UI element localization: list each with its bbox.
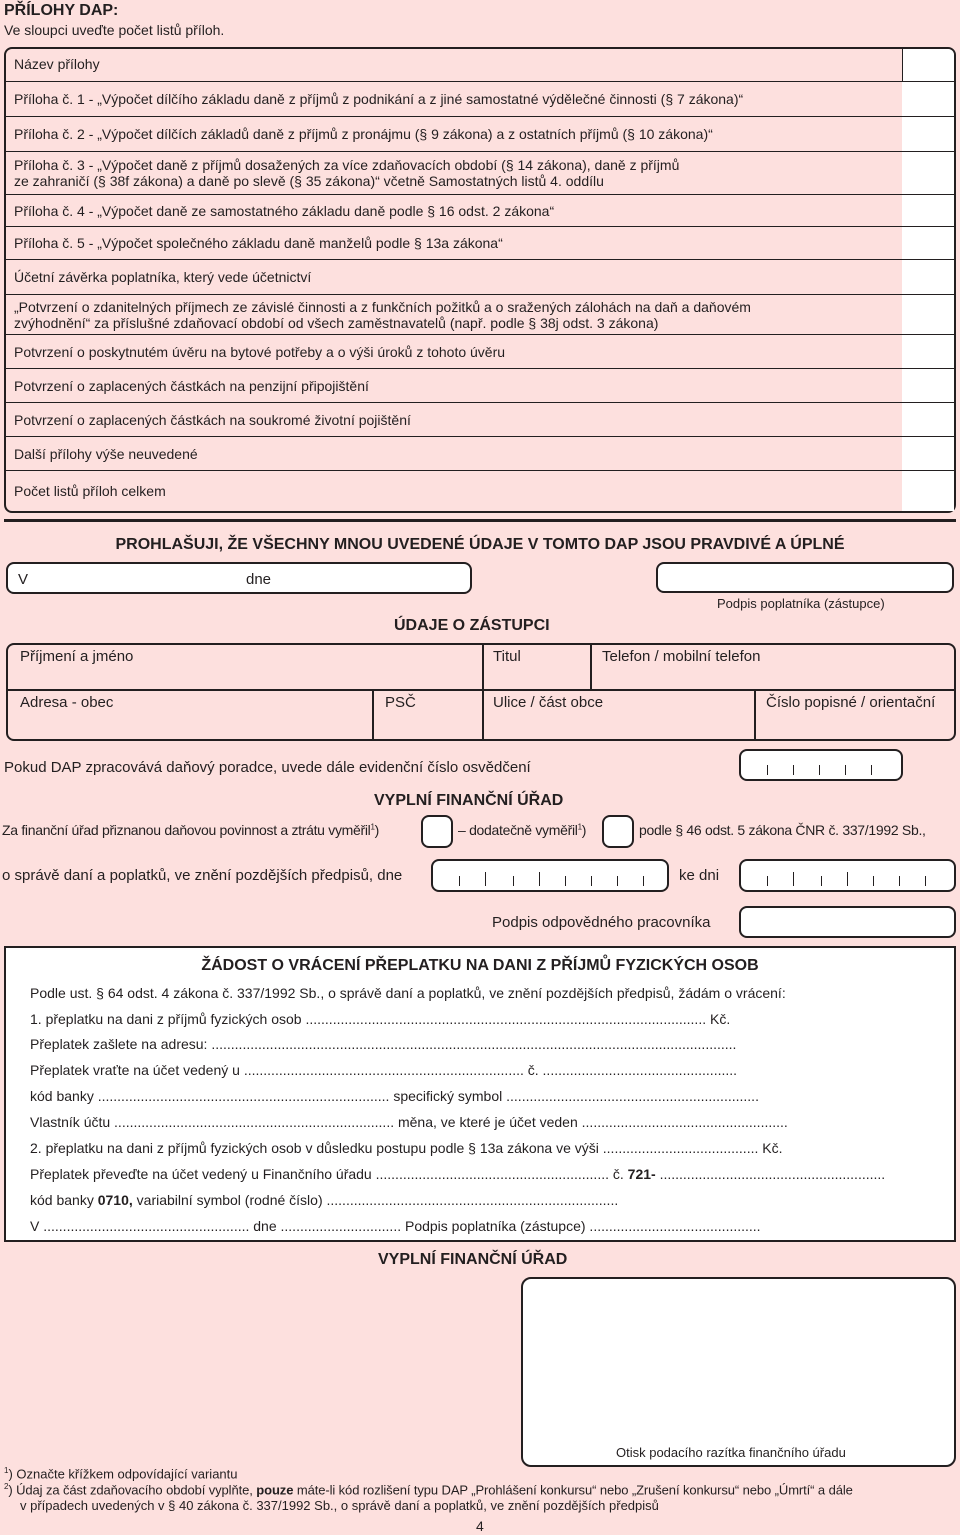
attachment-count-input[interactable] (902, 294, 954, 334)
refund-line[interactable]: 1. přeplatku na dani z příjmů fyzických osob ....................................................................................................... Kč. (30, 1011, 731, 1027)
representative-title: ÚDAJE O ZÁSTUPCI (394, 617, 550, 634)
additional-checkbox[interactable] (602, 815, 634, 848)
advisor-text: Pokud DAP zpracovává daňový poradce, uvede dále evidenční číslo osvědčení (4, 759, 531, 776)
attachment-total-input[interactable] (902, 470, 954, 511)
zip-label: PSČ (385, 694, 416, 711)
footnote-1: $^1$) Označte křížkem odpovídající variantu (4, 1466, 238, 1482)
admin-text: o správě daní a poplatků, ve znění pozdějších předpisů, dne (2, 867, 403, 884)
section-title: PŘÍLOHY DAP: (4, 2, 119, 19)
refund-line[interactable]: Přeplatek zašlete na adresu: ....................................................................................................................................... (30, 1036, 737, 1052)
attachment-count-input[interactable] (902, 81, 954, 116)
footnote-2-cont: v případech uvedených v § 40 zákona č. 337/1992 Sb., o správě daní a poplatků, ve znění pozdějších předpisů (20, 1498, 659, 1513)
surname-label: Příjmení a jméno (20, 648, 134, 665)
address-label: Adresa - obec (20, 694, 114, 711)
attachment-row-total: Počet listů příloh celkem (14, 483, 166, 499)
refund-title: ŽÁDOST O VRÁCENÍ PŘEPLATKU NA DANI Z PŘÍJMŮ FYZICKÝCH OSOB (201, 957, 759, 974)
refund-line[interactable]: kód banky 0710, variabilní symbol (rodné číslo) ........................................................................... (30, 1192, 619, 1208)
street-label: Ulice / část obce (493, 694, 604, 711)
refund-line[interactable]: 2. přeplatku na dani z příjmů fyzických osob v důsledku postupu podle § 13a zákona ve výši ........................................ Kč. (30, 1140, 783, 1156)
attachments-name-header: Název přílohy (14, 56, 100, 72)
attachment-row: Potvrzení o poskytnutém úvěru na bytové potřeby a o výši úroků z tohoto úvěru (14, 343, 506, 360)
place-date-field[interactable] (6, 562, 472, 594)
refund-line[interactable]: Přeplatek vraťte na účet vedený u ........................................................................ č. .................................................. (30, 1062, 738, 1078)
attachment-count-input[interactable] (902, 259, 954, 294)
attachment-row: Příloha č. 2 - „Výpočet dílčích základů daně z příjmů z pronájmu (§ 9 zákona) a z ostatních příjmů (§ 10 zákona)“ (14, 126, 713, 142)
refund-line[interactable]: Přeplatek převeďte na účet vedený u Finančního úřadu ............................................................ č. 721- .......................................................... (30, 1166, 886, 1182)
attachment-row: Potvrzení o zaplacených částkách na soukromé životní pojištění (14, 411, 411, 428)
attachment-count-input[interactable] (902, 436, 954, 470)
as-of-date-field[interactable] (739, 859, 956, 892)
attachment-row: Příloha č. 1 - „Výpočet dílčího základu daně z příjmů z podnikání a z jiné samostatné výdělečné činnosti (§ 7 zákona)“ (14, 91, 744, 107)
attachment-count-input[interactable] (902, 116, 954, 151)
refund-line[interactable]: V ..................................................... dne ............................... Podpis poplatníka (zástupce) ............................................ (30, 1218, 761, 1234)
assessment-date-field[interactable] (431, 859, 669, 892)
attachment-row: Příloha č. 5 - „Výpočet společného základu daně manželů podle § 13a zákona“ (14, 235, 503, 251)
declaration-title: PROHLAŠUJI, ŽE VŠECHNY MNOU UVEDENÉ ÚDAJE V TOMTO DAP JSOU PRAVDIVÉ A ÚPLNÉ (115, 536, 845, 553)
taxpayer-signature-field[interactable] (656, 562, 954, 593)
representative-table (6, 643, 956, 741)
footnote-2: $^2$) Údaj za část zdaňovacího období vyplňte, pouze máte-li kód rozlišení typu DAP „Prohlášení konkursu“ nebo „Zrušení konkursu“ nebo „Úmrtí“ a dále (4, 1482, 853, 1498)
attachment-row: Příloha č. 3 - „Výpočet daně z příjmů dosažených za více zdaňovacích období (§ 14 zákona), daně z příjmů ze zahraničí (§ 38f zákona) a daně po slevě (§ 35 zákona)“ včetně Samostatných listů 4. oddílu (14, 157, 680, 189)
tax-office-title: VYPLNÍ FINANČNÍ ÚŘAD (374, 792, 564, 809)
advisor-certificate-field[interactable] (739, 749, 903, 781)
attachment-count-input[interactable] (902, 402, 954, 436)
officer-signature-field[interactable] (739, 906, 956, 938)
attachment-count-input[interactable] (902, 194, 954, 226)
attachment-count-input[interactable] (902, 334, 954, 368)
law-text: podle § 46 odst. 5 zákona ČNR č. 337/1992 Sb., (639, 822, 926, 838)
refund-line[interactable]: kód banky ........................................................................... specifický symbol ................................................................. (30, 1088, 759, 1104)
refund-clip (930, 1000, 954, 1236)
attachment-count-input[interactable] (902, 151, 954, 194)
page-number: 4 (476, 1518, 484, 1534)
attachment-row: Účetní závěrka poplatníka, který vede účetnictví (14, 269, 312, 285)
attachment-count-input[interactable] (902, 226, 954, 259)
place-label: V (18, 571, 29, 588)
house-number-label: Číslo popisné / orientační (766, 694, 936, 711)
stamp-caption: Otisk podacího razítka finančního úřadu (616, 1445, 846, 1460)
stamp-title: VYPLNÍ FINANČNÍ ÚŘAD (378, 1251, 568, 1268)
section-subtitle: Ve sloupci uveďte počet listů příloh. (4, 22, 225, 38)
loss-checkbox[interactable] (421, 815, 453, 848)
attachment-row: „Potvrzení o zdanitelných příjmech ze závislé činnosti a z funkčních požitků a o sražených zálohách na daň a daňovém zvýhodnění“ za příslušné zdaňovací období od všech zaměstnavatelů (např. podle § 38j odst. 3 zákona) (14, 298, 751, 331)
signature-caption: Podpis poplatníka (zástupce) (717, 596, 885, 611)
as-of-label: ke dni (679, 867, 720, 884)
date-label: dne (246, 571, 272, 588)
attachment-row: Potvrzení o zaplacených částkách na penzijní připojištění (14, 377, 369, 394)
attachment-row: Příloha č. 4 - „Výpočet daně ze samostatného základu daně podle § 16 odst. 2 zákona“ (14, 202, 555, 219)
phone-label: Telefon / mobilní telefon (602, 648, 761, 665)
attachment-count-input[interactable] (902, 368, 954, 402)
refund-line[interactable]: Vlastník účtu ........................................................................ měna, ve které je účet veden ..................................................... (30, 1114, 788, 1130)
officer-signature-label: Podpis odpovědného pracovníka (492, 914, 711, 931)
attachment-row: Další přílohy výše neuvedené (14, 445, 198, 462)
loss-text: Za finanční úřad přiznanou daňovou povinnost a ztrátu vyměřil$^1$) (2, 822, 380, 838)
refund-intro: Podle ust. § 64 odst. 4 zákona č. 337/1992 Sb., o správě daní a poplatků, ve znění pozdějších předpisů, žádám o vrácení: (30, 985, 786, 1001)
stamp-area (521, 1277, 956, 1467)
title-label: Titul (493, 648, 521, 665)
additional-text: – dodatečně vyměřil$^1$) (458, 822, 587, 838)
